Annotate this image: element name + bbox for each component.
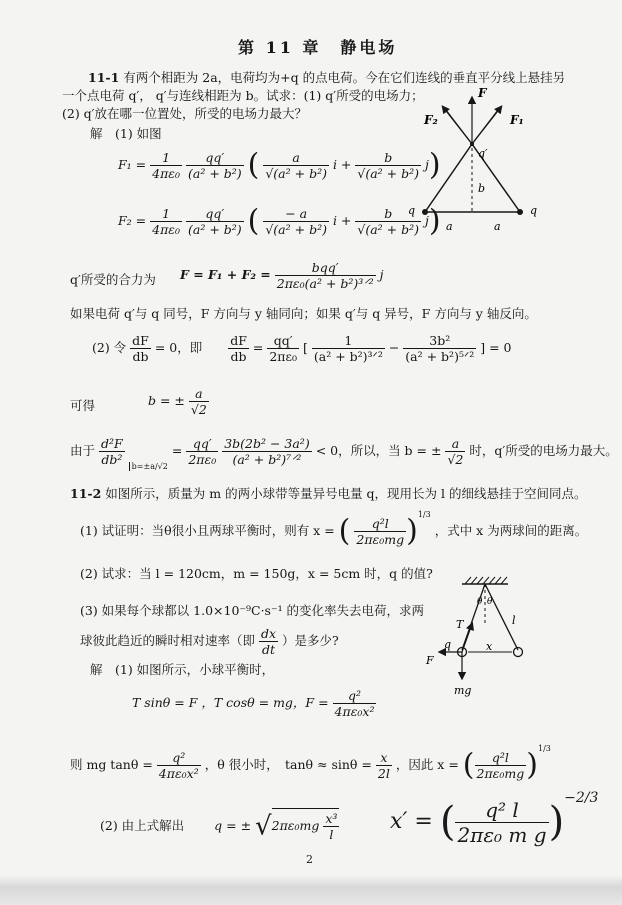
fig-label-b: b bbox=[478, 182, 486, 195]
equation-b-value: b = ± $\frac{a}{√2}$ bbox=[148, 386, 207, 417]
scan-shadow bbox=[0, 875, 622, 905]
page-number: 2 bbox=[306, 853, 313, 866]
figure-pendulums bbox=[420, 574, 560, 700]
equation-equilibrium: T sinθ = F ，T cosθ = mg，F = $\frac{\text{q²}}{\text{4πε₀x²}}$ bbox=[132, 688, 375, 719]
fig2-label-l: l bbox=[512, 614, 516, 627]
obtain-label: 可得 bbox=[70, 398, 96, 413]
solution-heading: 解 (1) 如图 bbox=[90, 126, 162, 141]
fig-label-F1: F₁ bbox=[510, 113, 524, 127]
problem-11-2-q3-line2: 球彼此趋近的瞬时相对速率（即 $\frac{dx}{dt}$ ）是多少? bbox=[80, 626, 339, 657]
equation-F1: F₁ = $\frac{1}{\text{4πε₀}}$ $\frac{qq'}{\text{(a² + b²)}}$ ( $\frac{a}{\text{√(a² + b²)}}$ i + $\frac{b}{\text{√(a² + b²)}}$ j) bbox=[118, 147, 441, 183]
fig2-label-x: x bbox=[486, 640, 493, 653]
fig2-label-F: F bbox=[426, 654, 434, 667]
problem-11-2-line1: 11-2 如图所示，质量为 m 的两小球带等量异号电量 q，现用长为 l 的细线悬挂于空间同点。 bbox=[70, 486, 587, 501]
fig2-label-q: q bbox=[444, 638, 452, 651]
resultant-label: q′所受的合力为 bbox=[70, 272, 156, 287]
direction-text: 如果电荷 q′与 q 同号，F 方向与 y 轴同向；如果 q′与 q 异号，F 方向与 y 轴反向。 bbox=[70, 306, 537, 321]
problem-11-2-q2: (2) 试求：当 l = 120cm，m = 150g，x = 5cm 时，q 的值? bbox=[80, 566, 433, 581]
fig2-label-mg: mg bbox=[454, 684, 472, 697]
fig-label-a1: a bbox=[446, 220, 453, 233]
equation-small-angle: 则 mg tanθ = $\frac{\text{q²}}{\text{4πε₀x²}}$ ，θ 很小时， tanθ ≈ sinθ = $\frac{x}{2l}$ ，因此 x = ( $\frac{\text{q²l}}{\text{2πε₀mg}}$ )$^{1/3}$ bbox=[70, 744, 551, 783]
equation-F2: F₂ = $\frac{1}{\text{4πε₀}}$ $\frac{qq'}{\text{(a² + b²)}}$ ( $\frac{- a}{\text{√(a² + b²)}}$ i + $\frac{b}{\text{√(a² + b²)}}$ j) bbox=[118, 203, 441, 239]
problem-label: 11-1 bbox=[88, 70, 120, 85]
equation-q-solution: (2) 由上式解出 q = ± √2πε₀mg $\frac{\text{x³}}{l}$ bbox=[100, 808, 339, 842]
equation-resultant: F = F₁ + F₂ = $\frac{\text{bqq′}}{\text{2πε₀(a² + b²)³ᐟ²}}$ j bbox=[180, 260, 384, 291]
fig-label-a2: a bbox=[494, 220, 501, 233]
handwritten-note: x′ = ( $\frac{\text{q² l}}{\text{2πε₀ m g}}$ )$^{-2/3}$ bbox=[390, 790, 599, 847]
fig-label-qp: q′ bbox=[478, 147, 488, 160]
fig-label-q-left: q bbox=[408, 204, 416, 217]
problem-11-2-q1: (1) 试证明：当θ很小且两球平衡时，则有 x = ( $\frac{\text{q²l}}{\text{2πε₀mg}}$ )$^{1/3}$ ，式中 x 为两球间的距离。 bbox=[80, 510, 588, 549]
equation-second-derivative: 由于 $\frac{\text{d²F}}{\text{db²}}$ $_{b=\pm a/√2}$ = $\frac{qq'}{\text{2πε₀}}$ $\frac{\text{3b(2b² − 3a²)}}{\text{(a² + b²)⁷ᐟ²}}$ < 0，所以，当 b = ± $\frac{a}{√2}$ 时，q′所受的电场力最大。 bbox=[70, 436, 618, 471]
fig2-theta-right: θ bbox=[487, 597, 493, 607]
solution-11-2-heading: 解 (1) 如图所示，小球平衡时， bbox=[90, 662, 275, 677]
problem-11-1-line1: 11-1 有两个相距为 2a，电荷均为+q 的点电荷。今在它们连线的垂直平分线上悬挂另 bbox=[88, 70, 566, 85]
fig2-theta-left: θ bbox=[477, 597, 483, 607]
problem-11-2-q3-line1: (3) 如果每个球都以 1.0×10⁻⁹C·s⁻¹ 的变化率失去电荷，求两 bbox=[80, 603, 425, 618]
equation-dFdb: (2) 令 $\frac{dF}{db}$ = 0，即 $\frac{dF}{db}$ = $\frac{qq'}{\text{2πε₀}}$ [ $\frac{1}{\text{(a² + b²)³ᐟ²}}$ − $\frac{\text{3b²}}{\text{(a² + b²)⁵ᐟ²}}$ ] = 0 bbox=[92, 333, 512, 364]
chapter-title: 第 11 章 静电场 bbox=[238, 38, 398, 57]
problem-11-1-line2: 一个点电荷 q′， q′与连线相距为 b。试求：(1) q′所受的电场力； bbox=[62, 88, 424, 103]
fig2-label-T: T bbox=[456, 618, 464, 631]
problem-11-1-line3: (2) q′放在哪一位置处，所受的电场力最大？ bbox=[62, 106, 308, 121]
fig-label-F: F bbox=[478, 86, 487, 100]
fig-label-q-right: q bbox=[530, 204, 538, 217]
fig-label-F2: F₂ bbox=[424, 113, 438, 127]
